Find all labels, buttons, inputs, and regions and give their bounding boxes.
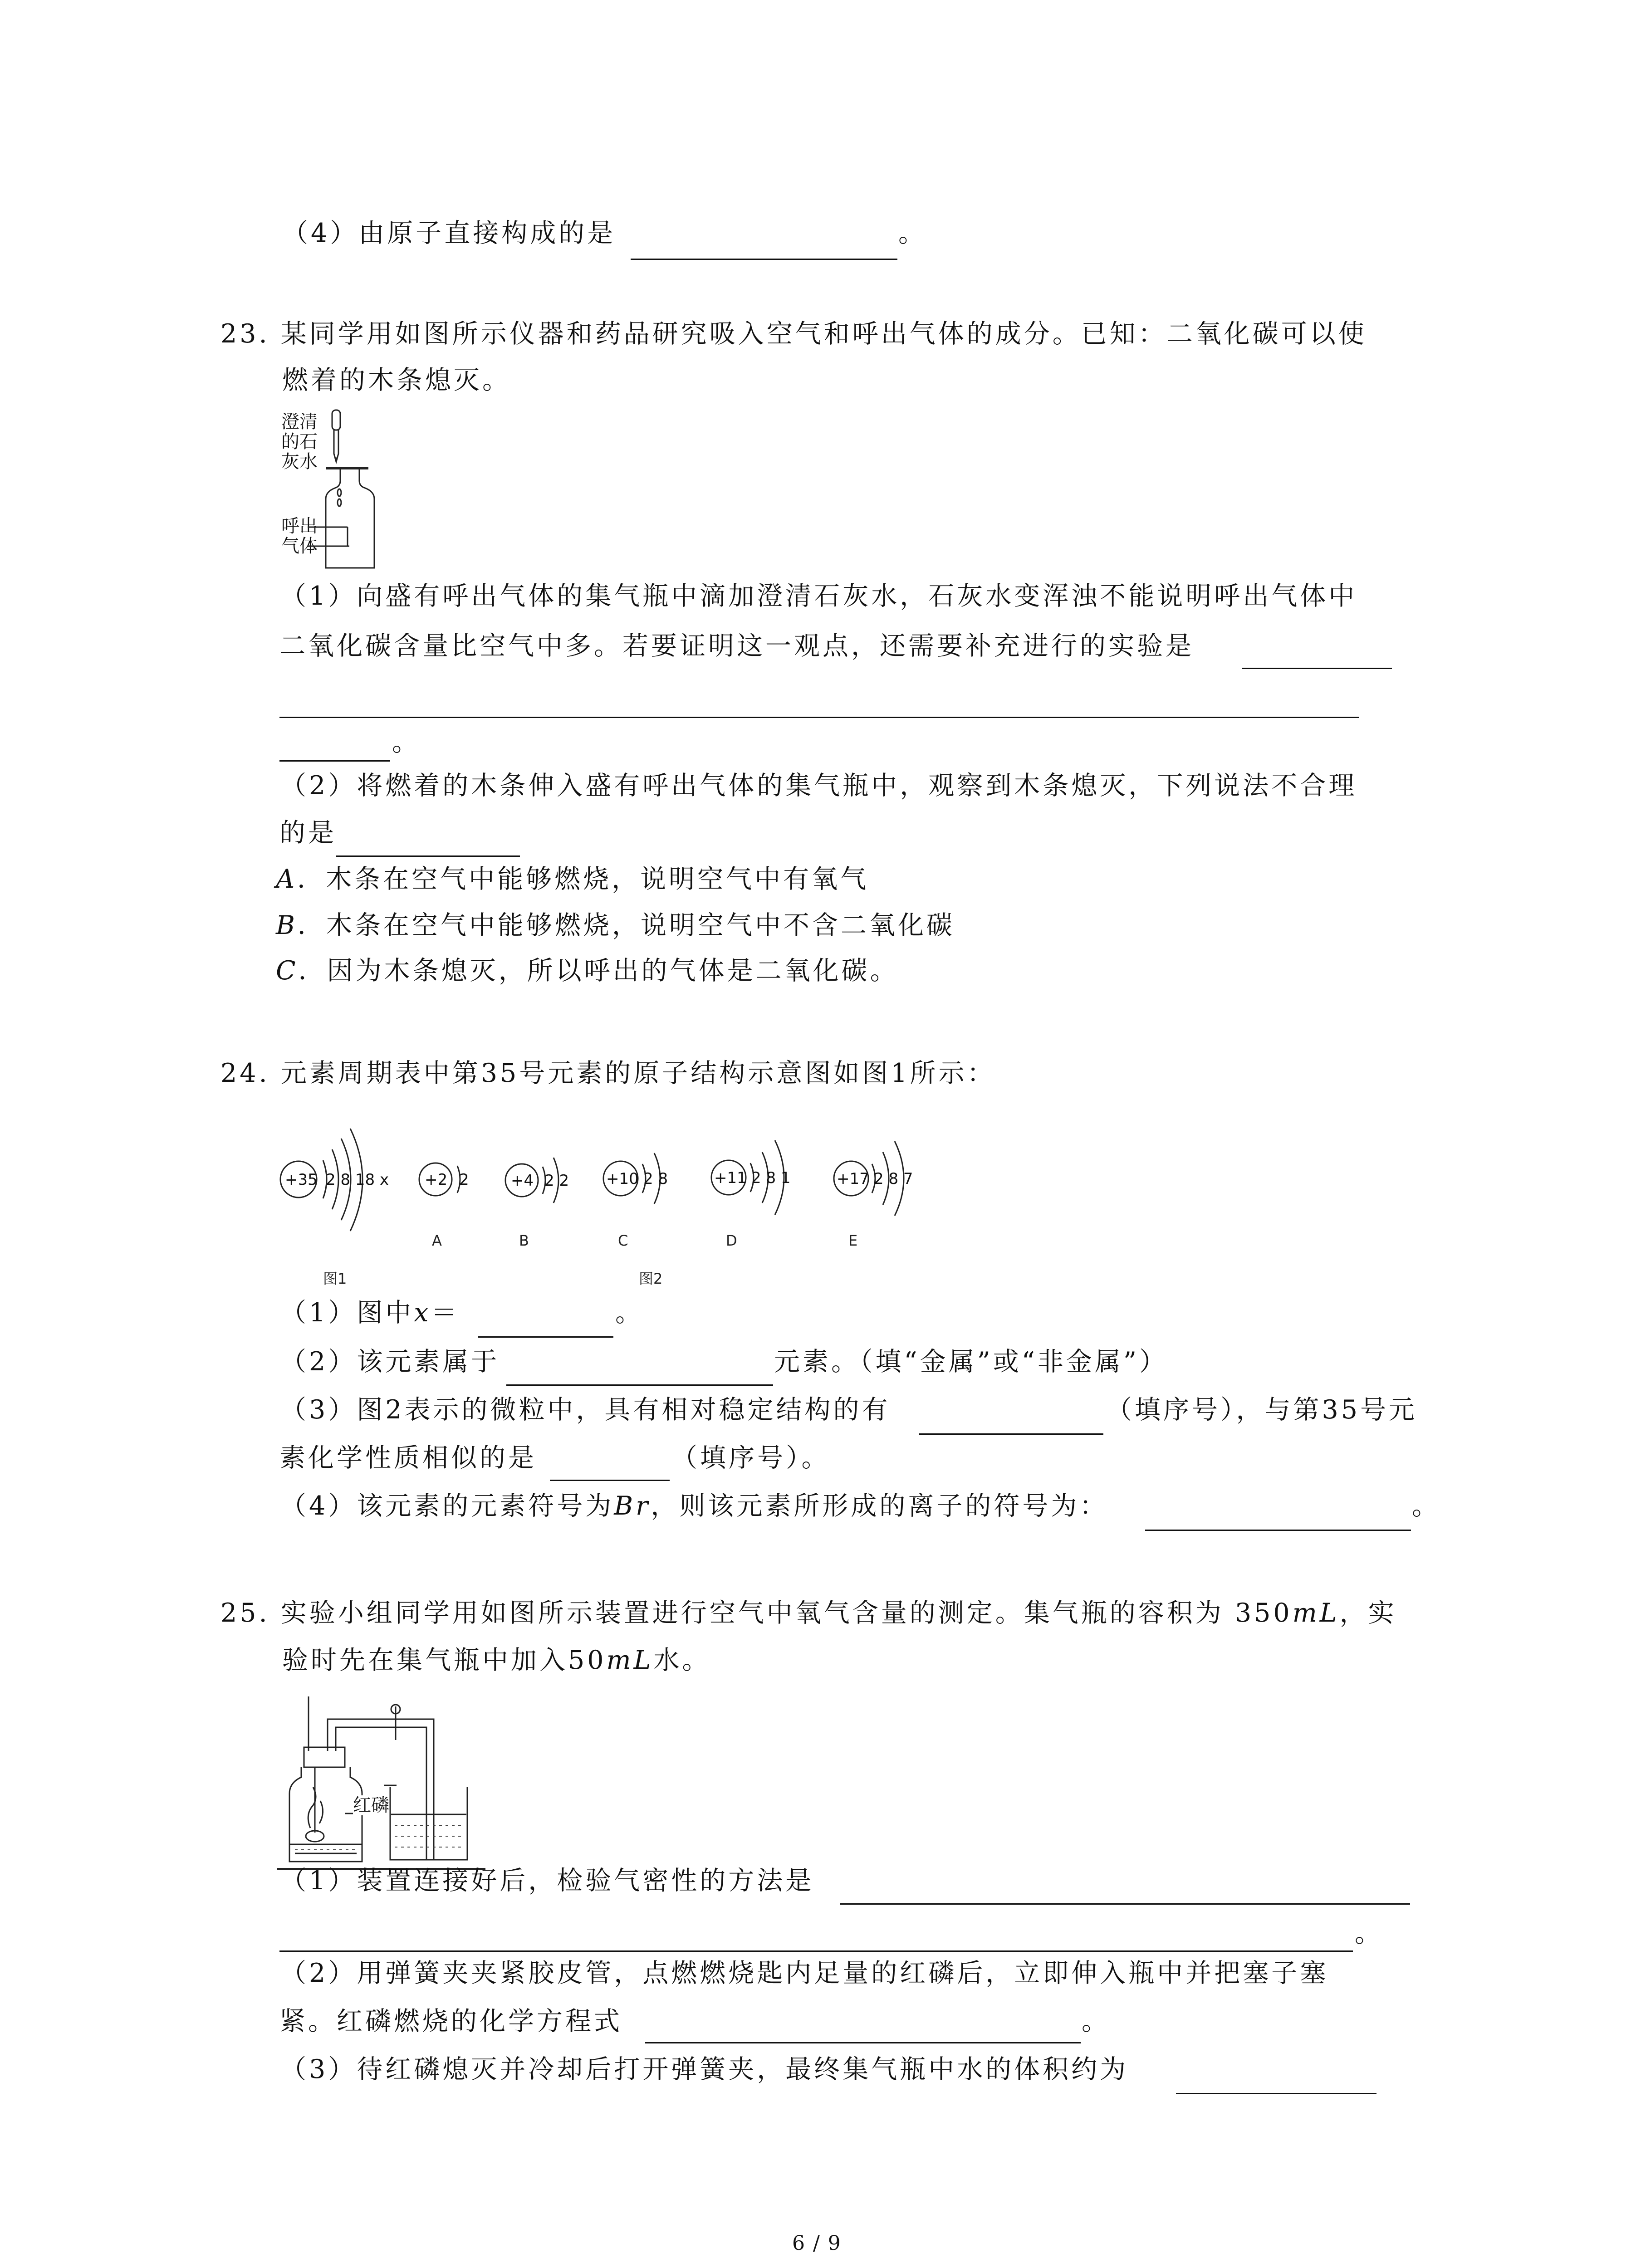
q24-stem: 24. 元素周期表中第35号元素的原子结构示意图如图1所示： (220, 1058, 996, 1088)
q23-part1-end: 。 (392, 727, 421, 757)
q23-part2-blank[interactable] (336, 855, 520, 857)
atomic-structure-diagrams (272, 1120, 962, 1293)
q25-part3-blank[interactable] (1176, 2093, 1376, 2094)
particle-c-nucleus: +10 (606, 1170, 639, 1188)
q25-part2-line1: （2）用弹簧夹夹紧胶皮管，点燃燃烧匙内足量的红磷后，立即伸入瓶中并把塞子塞 (280, 1958, 1329, 1988)
exhaled-gas-label-2: 气体 (281, 536, 318, 557)
limewater-label-1: 澄清 (281, 411, 318, 432)
q24-part3-line1-end: （填序号），与第35号元 (1106, 1395, 1418, 1425)
q24-part1-end: 。 (615, 1298, 644, 1328)
q22-part4-end: 。 (898, 218, 927, 248)
q23-option-a[interactable]: A．木条在空气中能够燃烧，说明空气中有氧气 (276, 864, 869, 894)
particle-c-shells: 2 8 (643, 1170, 668, 1188)
q25-part3: （3）待红磷熄灭并冷却后打开弹簧夹，最终集气瓶中水的体积约为 (280, 2054, 1129, 2084)
q25-stem-line2: 验时先在集气瓶中加入50mL水。 (282, 1645, 711, 1675)
particle-a-shells: 2 (459, 1171, 469, 1189)
fig1-nucleus: +35 (285, 1171, 318, 1189)
fig1-shells: 2 8 18 x (326, 1171, 389, 1189)
q25-part1-blank-b[interactable] (279, 1950, 1353, 1952)
particle-b-nucleus: +4 (511, 1172, 534, 1190)
red-phosphorus-apparatus (277, 1696, 495, 1878)
q25-part2-end: 。 (1082, 2006, 1110, 2036)
q23-part1-blank-b[interactable] (279, 717, 1359, 718)
q25-figure (277, 1696, 495, 1878)
particle-e-nucleus: +17 (837, 1170, 869, 1188)
q24-part1-blank[interactable] (478, 1336, 613, 1338)
q23-part1-line2: 二氧化碳含量比空气中多。若要证明这一观点，还需要补充进行的实验是 (279, 631, 1194, 661)
q25-part2-line2: 紧。红磷燃烧的化学方程式 (279, 2006, 622, 2036)
q24-part1: （1）图中x＝ (280, 1298, 460, 1328)
particle-a-label: A (432, 1232, 442, 1249)
q24-part2-blank[interactable] (506, 1384, 773, 1386)
q23-part1-line1: （1）向盛有呼出气体的集气瓶中滴加澄清石灰水，石灰水变浑浊不能说明呼出气体中 (280, 581, 1357, 611)
q24-figure (272, 1120, 962, 1293)
particle-e-shells: 2 8 7 (874, 1170, 913, 1188)
q23-option-b[interactable]: B．木条在空气中能够燃烧，说明空气中不含二氧化碳 (276, 910, 955, 940)
dropper-bottle-drawing (272, 408, 390, 572)
q23-part2-line2: 的是 (279, 818, 337, 848)
particle-d-shells: 2 8 1 (751, 1169, 791, 1187)
q24-part2: （2）该元素属于 (280, 1347, 500, 1377)
exhaled-gas-label-1: 呼出 (281, 516, 318, 537)
particle-c-label: C (618, 1232, 628, 1249)
q23-figure (272, 408, 390, 572)
q23-stem-line2: 燃着的木条熄灭。 (282, 365, 511, 395)
q24-part3-line2: 素化学性质相似的是 (279, 1443, 537, 1473)
q22-part4-blank[interactable] (631, 259, 897, 260)
q24-part3-line2-end: （填序号）。 (671, 1443, 830, 1473)
particle-a-nucleus: +2 (425, 1171, 448, 1189)
q24-part2-end: 元素。（填“金属”或“非金属”） (774, 1347, 1168, 1377)
particle-b-shells: 2 2 (544, 1172, 569, 1190)
q24-part4-end: 。 (1412, 1491, 1440, 1521)
q24-part3-blank-a[interactable] (919, 1433, 1103, 1435)
particle-b-label: B (519, 1232, 529, 1249)
q25-stem-line1: 25. 实验小组同学用如图所示装置进行空气中氧气含量的测定。集气瓶的容积为 350mL，实 (220, 1598, 1397, 1628)
limewater-label-3: 灰水 (281, 451, 318, 472)
q22-part4: （4）由原子直接构成的是 (282, 218, 616, 248)
q23-part2-line1: （2）将燃着的木条伸入盛有呼出气体的集气瓶中，观察到木条熄灭，下列说法不合理 (280, 771, 1357, 801)
q23-option-c[interactable]: C．因为木条熄灭，所以呼出的气体是二氧化碳。 (276, 956, 899, 986)
limewater-label-2: 的石 (281, 431, 318, 452)
fig2-caption: 图2 (639, 1270, 663, 1287)
page-number: 6 / 9 (792, 2232, 842, 2255)
q23-part1-blank-a[interactable] (1242, 668, 1392, 669)
q23-stem-line1: 23. 某同学用如图所示仪器和药品研究吸入空气和呼出气体的成分。已知：二氧化碳可以使 (220, 319, 1367, 349)
q24-part3-blank-b[interactable] (550, 1480, 670, 1481)
particle-d-label: D (726, 1232, 737, 1249)
q24-part4: （4）该元素的元素符号为Br，则该元素所形成的离子的符号为： (280, 1491, 1108, 1521)
q25-part1-end: 。 (1355, 1918, 1383, 1948)
red-phosphorus-label: 红磷 (353, 1795, 389, 1816)
q25-part2-blank[interactable] (645, 2042, 1081, 2043)
particle-d-nucleus: +11 (714, 1169, 747, 1187)
particle-e-label: E (848, 1232, 858, 1249)
q23-part1-blank-c[interactable] (279, 760, 390, 762)
fig1-caption: 图1 (323, 1270, 347, 1287)
q24-part4-blank[interactable] (1145, 1530, 1411, 1531)
q24-part3-line1: （3）图2表示的微粒中，具有相对稳定结构的有 (280, 1395, 891, 1425)
q25-part1-blank-a[interactable] (840, 1903, 1410, 1905)
q25-part1: （1）装置连接好后，检验气密性的方法是 (280, 1866, 814, 1896)
